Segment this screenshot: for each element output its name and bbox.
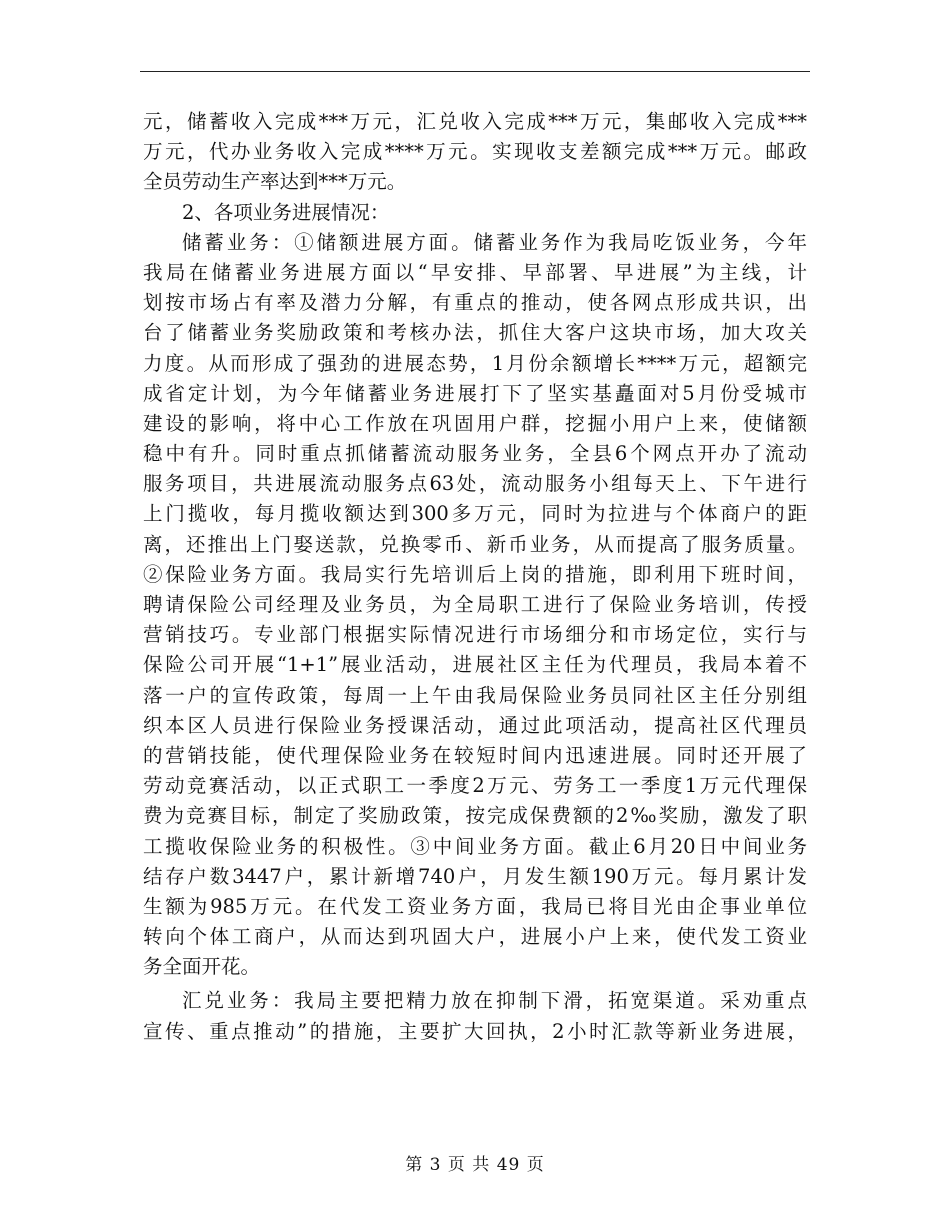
page-number: 第 3 页 共 49 页	[405, 1155, 545, 1175]
text-line: 台了储蓄业务奖励政策和考核办法，抓住大客户这块市场，加大攻关	[143, 321, 807, 345]
section-heading: 2、各项业务进展情况：	[182, 200, 390, 224]
text-line: 结存户数3447户，累计新增740户，月发生额190万元。每月累计发	[143, 864, 807, 888]
text-line: ②保险业务方面。我局实行先培训后上岗的措施，即利用下班时间，	[143, 562, 807, 586]
text-line: 保险公司开展“1+1”展业活动，进展社区主任为代理员，我局本着不	[143, 653, 807, 677]
text-line: 划按市场占有率及潜力分解，有重点的推动，使各网点形成共识，出	[143, 291, 807, 315]
text-line: 生额为985万元。在代发工资业务方面，我局已将目光由企事业单位	[143, 894, 807, 918]
text-line: 务全面开花。	[143, 955, 261, 979]
text-line: 转向个体工商户，从而达到巩固大户，进展小户上来，使代发工资业	[143, 925, 807, 949]
text-line: 力度。从而形成了强劲的进展态势，1月份余额增长****万元，超额完	[143, 351, 807, 375]
text-line: 劳动竞赛活动，以正式职工一季度2万元、劳务工一季度1万元代理保	[143, 774, 807, 798]
document-body	[143, 107, 807, 1047]
text-line: 建设的影响，将中心工作放在巩固用户群，挖掘小用户上来，使储额	[143, 411, 807, 435]
text-line: 营销技巧。专业部门根据实际情况进行市场细分和市场定位，实行与	[143, 623, 807, 647]
text-line: 成省定计划，为今年储蓄业务进展打下了坚实基矗面对5月份受城市	[143, 381, 807, 405]
text-line: 储蓄业务：①储额进展方面。储蓄业务作为我局吃饭业务，今年	[182, 230, 807, 254]
text-line: 离，还推出上门娶送款，兑换零币、新币业务，从而提高了服务质量。	[143, 532, 807, 556]
text-line: 万元，代办业务收入完成****万元。实现收支差额完成***万元。邮政	[143, 140, 807, 164]
text-line: 聘请保险公司经理及业务员，为全局职工进行了保险业务培训，传授	[143, 593, 807, 616]
text-line: 全员劳动生产率达到***万元。	[143, 170, 407, 194]
text-line: 元，储蓄收入完成***万元，汇兑收入完成***万元，集邮收入完成***	[143, 110, 807, 133]
text-line: 汇兑业务：我局主要把精力放在抑制下滑，拓宽渠道。采劝重点	[182, 989, 807, 1013]
text-line: 的营销技能，使代理保险业务在较短时间内迅速进展。同时还开展了	[143, 743, 807, 767]
text-line: 织本区人员进行保险业务授课活动，通过此项活动，提高社区代理员	[143, 713, 807, 737]
text-line: 我局在储蓄业务进展方面以“早安排、早部署、早进展”为主线，计	[143, 260, 807, 284]
text-line: 工揽收保险业务的积极性。③中间业务方面。截止6月20日中间业务	[143, 834, 807, 858]
text-line: 费为竞赛目标，制定了奖励政策，按完成保费额的2‰奖励，激发了职	[143, 804, 807, 828]
text-line: 服务项目，共进展流动服务点63处，流动服务小组每天上、下午进行	[143, 472, 807, 496]
text-line: 落一户的宣传政策，每周一上午由我局保险业务员同社区主任分别组	[143, 683, 807, 707]
text-line: 上门揽收，每月揽收额达到300多万元，同时为拉进与个体商户的距	[143, 502, 807, 526]
text-line: 宣传、重点推动”的措施，主要扩大回执，2小时汇款等新业务进展，	[143, 1019, 807, 1043]
text-line: 稳中有升。同时重点抓储蓄流动服务业务，全县6个网点开办了流动	[143, 442, 807, 466]
header-rule	[140, 71, 810, 72]
